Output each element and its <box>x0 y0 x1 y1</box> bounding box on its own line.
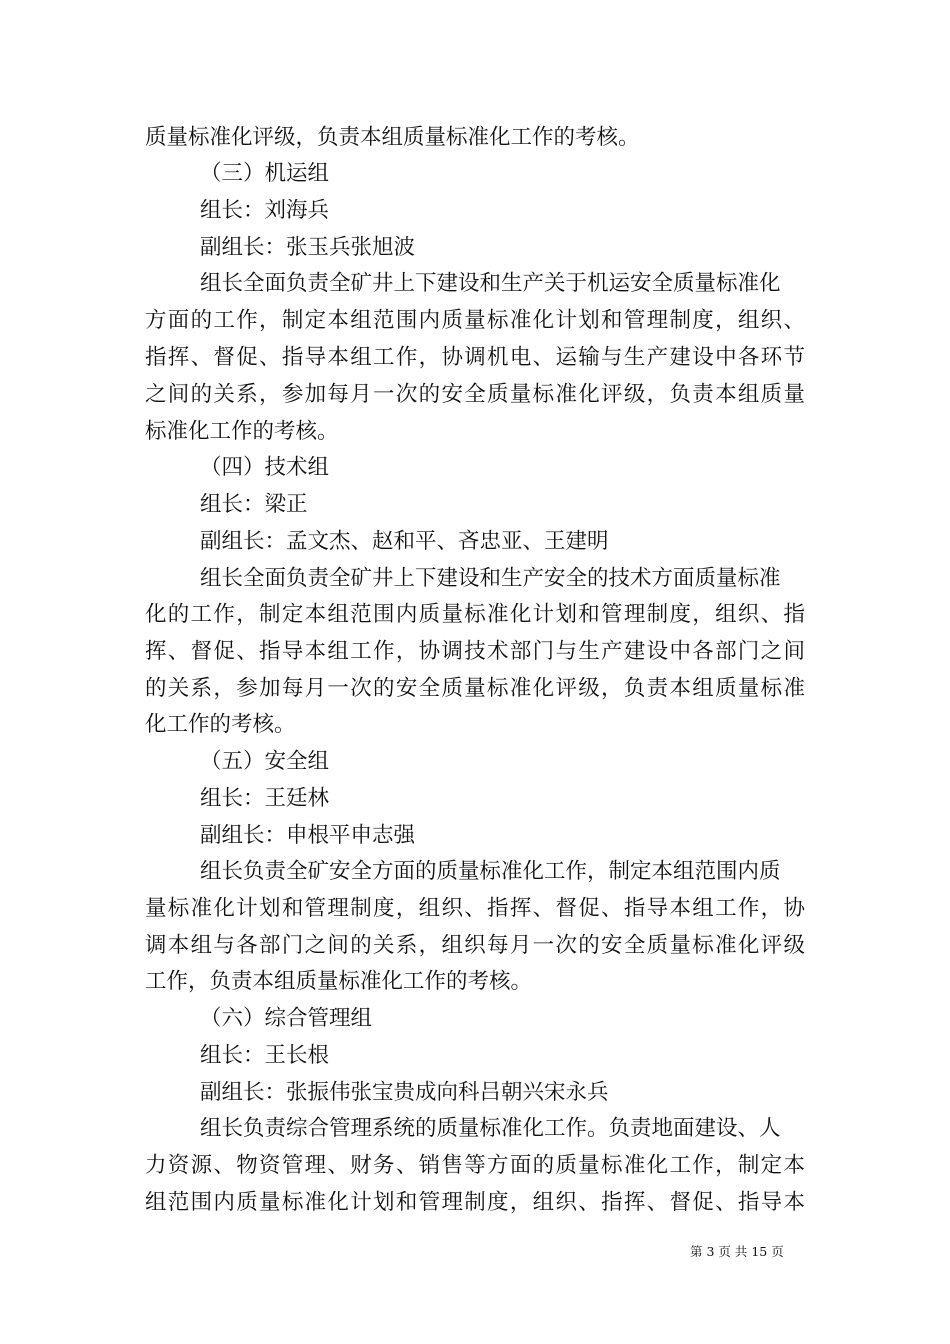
leader-line: 组长：王长根 <box>200 1043 330 1068</box>
deputy-leader-line: 副组长：申根平申志强 <box>200 823 416 848</box>
section-heading: （六）综合管理组 <box>200 1006 373 1031</box>
paragraph-line: 挥、督促、指导本组工作，协调技术部门与生产建设中各部门之间 <box>145 639 805 664</box>
paragraph-line: 组长全面负责全矿井上下建设和生产安全的技术方面质量标准 <box>200 566 781 591</box>
paragraph-line: 标准化工作的考核。 <box>145 419 339 444</box>
section-heading: （三）机运组 <box>200 161 330 186</box>
paragraph-line: 方面的工作，制定本组范围内质量标准化计划和管理制度，组织、 <box>145 308 805 333</box>
paragraph-line: 化的工作，制定本组范围内质量标准化计划和管理制度，组织、指 <box>145 602 805 627</box>
paragraph-line: 组长负责综合管理系统的质量标准化工作。负责地面建设、人 <box>200 1116 781 1141</box>
leader-line: 组长：王廷林 <box>200 786 330 811</box>
paragraph-line: 组范围内质量标准化计划和管理制度，组织、指挥、督促、指导本 <box>145 1190 805 1215</box>
paragraph-line: 指挥、督促、指导本组工作，协调机电、运输与生产建设中各环节 <box>145 345 805 370</box>
paragraph-line: 调本组与各部门之间的关系，组织每月一次的安全质量标准化评级 <box>145 933 805 958</box>
deputy-leader-line: 副组长：孟文杰、赵和平、吝忠亚、王建明 <box>200 529 609 554</box>
paragraph-line: 质量标准化评级，负责本组质量标准化工作的考核。 <box>145 125 640 150</box>
leader-line: 组长：梁正 <box>200 492 308 517</box>
section-heading: （四）技术组 <box>200 455 330 480</box>
section-heading: （五）安全组 <box>200 749 330 774</box>
paragraph-line: 组长负责全矿安全方面的质量标准化工作，制定本组范围内质 <box>200 859 781 884</box>
paragraph-line: 的关系，参加每月一次的安全质量标准化评级，负责本组质量标准 <box>145 676 805 701</box>
paragraph-line: 量标准化计划和管理制度，组织、指挥、督促、指导本组工作，协 <box>145 896 805 921</box>
leader-line: 组长：刘海兵 <box>200 198 330 223</box>
page-number-footer: 第 3 页 共 15 页 <box>690 1244 784 1259</box>
deputy-leader-line: 副组长：张振伟张宝贵成向科吕朝兴宋永兵 <box>200 1080 609 1105</box>
paragraph-line: 之间的关系，参加每月一次的安全质量标准化评级，负责本组质量 <box>145 382 805 407</box>
paragraph-line: 化工作的考核。 <box>145 712 296 737</box>
paragraph-line: 工作，负责本组质量标准化工作的考核。 <box>145 969 533 994</box>
paragraph-line: 组长全面负责全矿井上下建设和生产关于机运安全质量标准化 <box>200 271 781 296</box>
deputy-leader-line: 副组长：张玉兵张旭波 <box>200 235 416 260</box>
paragraph-line: 力资源、物资管理、财务、销售等方面的质量标准化工作，制定本 <box>145 1153 805 1178</box>
